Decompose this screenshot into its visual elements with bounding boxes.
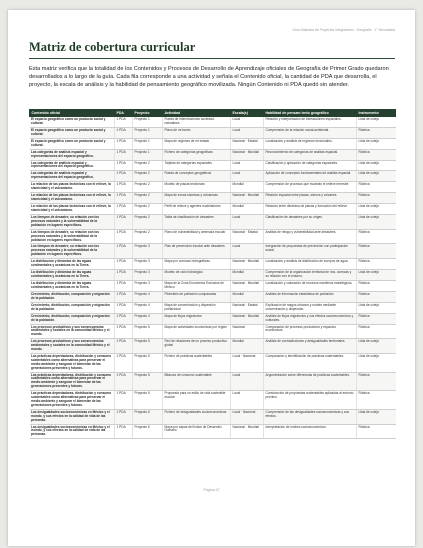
- table-row: [30, 291, 396, 302]
- document-page: [8, 10, 415, 546]
- instrumento-cell: Rúbrica: [357, 324, 396, 339]
- escala-cell: Local: [231, 391, 264, 410]
- actividad-cell: Fichero de prácticas sustentables: [163, 353, 231, 372]
- contenido-cell: Las categorías de análisis espacial y representaciones del espacio geográfico.: [30, 171, 115, 182]
- pda-cell: 1 PDA: [115, 313, 133, 324]
- contenido-cell: Los tiempos de desastre, su relación con los procesos naturales y la vulnerabilidad de la población en lugares específicos.: [30, 244, 115, 259]
- contenido-cell: Las prácticas depredadoras, distribución y consumo sustentables como alternativas para preservar el medio ambiente y asegurar el bienestar de las generaciones presentes y futuras.: [30, 391, 115, 410]
- escala-cell: Mundial: [231, 182, 264, 193]
- pda-cell: 1 PDA: [115, 117, 133, 128]
- table-row: [30, 391, 396, 410]
- habilidad-cell: Comprensión de la organización territorial de ríos, cuencas y su relación con el entorno.: [264, 270, 357, 281]
- escala-cell: Local: [231, 215, 264, 230]
- actividad-cell: Mapa de actividades económicas por región: [163, 324, 231, 339]
- actividad-cell: Rueda de conceptos geográficos: [163, 171, 231, 182]
- instrumento-cell: Lista de cotejo: [357, 171, 396, 182]
- actividad-cell: Fichero de desigualdades socioeconómicas: [163, 409, 231, 424]
- title-rule: [29, 58, 395, 59]
- contenido-cell: La distribución y dinámica de las aguas continentales y oceánicas en la Tierra.: [30, 259, 115, 270]
- contenido-cell: La distribución y dinámica de las aguas continentales y oceánicas en la Tierra.: [30, 270, 115, 281]
- escala-cell: Mundial: [231, 204, 264, 215]
- proyecto-cell: Proyecto 2: [133, 215, 163, 230]
- actividad-cell: Modelo de ciclo hidrológico: [163, 270, 231, 281]
- pda-cell: 1 PDA: [115, 244, 133, 259]
- contenido-cell: La relación de las placas tectónicas con el relieve, la sismicidad y el vulcanismo.: [30, 193, 115, 204]
- pda-cell: 1 PDA: [115, 353, 133, 372]
- instrumento-cell: Lista de cotejo: [357, 409, 396, 424]
- instrumento-cell: Lista de cotejo: [357, 353, 396, 372]
- instrumento-cell: Lista de cotejo: [357, 204, 396, 215]
- pda-cell: 1 PDA: [115, 372, 133, 391]
- actividad-cell: Pirámides de población comparadas: [163, 291, 231, 302]
- instrumento-cell: Rúbrica: [357, 280, 396, 291]
- contenido-cell: Crecimiento, distribución, composición y migración de la población.: [30, 302, 115, 313]
- habilidad-cell: Clasificación de desastres por su origen.: [264, 215, 357, 230]
- proyecto-cell: Proyecto 5: [133, 391, 163, 410]
- escala-cell: Nacional · Estatal: [231, 229, 264, 244]
- actividad-cell: Mapa de zonas sísmicas y volcánicas: [163, 193, 231, 204]
- actividad-cell: Modelo de placas tectónicas: [163, 182, 231, 193]
- table-row: [30, 127, 396, 138]
- header-actividad: Actividad: [163, 110, 231, 117]
- contenido-cell: El espacio geográfico como un producto social y cultural.: [30, 138, 115, 149]
- pda-cell: 1 PDA: [115, 138, 133, 149]
- actividad-cell: Rueda de interrelaciones sociedad-naturaleza: [163, 117, 231, 128]
- habilidad-cell: Relación entre dinámica de placas y formación del relieve.: [264, 204, 357, 215]
- habilidad-cell: Localización y análisis de regiones funcionales.: [264, 138, 357, 149]
- actividad-cell: Plano de mi barrio: [163, 127, 231, 138]
- header-pda: PDA: [115, 110, 133, 117]
- table-row: [30, 182, 396, 193]
- habilidad-cell: Análisis de información estadística de población.: [264, 291, 357, 302]
- table-row: [30, 424, 396, 439]
- proyecto-cell: Proyecto 5: [133, 353, 163, 372]
- instrumento-cell: Rúbrica: [357, 127, 396, 138]
- contenido-cell: La relación de las placas tectónicas con el relieve, la sismicidad y el vulcanismo.: [30, 182, 115, 193]
- pda-cell: 1 PDA: [115, 302, 133, 313]
- habilidad-cell: Integración de propuestas de prevención con participación social.: [264, 244, 357, 259]
- actividad-cell: Mapa por capas del Índice de Desarrollo Humano: [163, 424, 231, 439]
- actividad-cell: Mapa de la Zona Económica Exclusiva de México: [163, 280, 231, 291]
- pda-cell: 1 PDA: [115, 171, 133, 182]
- pda-cell: 1 PDA: [115, 229, 133, 244]
- contenido-cell: Las prácticas depredadoras, distribución y consumo sustentables como alternativas para preservar el medio ambiente y asegurar el bienestar de las generaciones presentes y futuras.: [30, 372, 115, 391]
- table-row: [30, 149, 396, 160]
- table-row: [30, 244, 396, 259]
- habilidad-cell: Argumentación sobre diferencias de prácticas sustentables.: [264, 372, 357, 391]
- escala-cell: Nacional: [231, 324, 264, 339]
- escala-cell: Nacional · Mundial: [231, 424, 264, 439]
- escala-cell: Mundial: [231, 339, 264, 354]
- actividad-cell: Propuesta para un estilo de vida sostenible escolar: [163, 391, 231, 410]
- instrumento-cell: Lista de cotejo: [357, 160, 396, 171]
- proyecto-cell: Proyecto 3: [133, 270, 163, 281]
- contenido-cell: Los tiempos de desastre, su relación con los procesos naturales y la vulnerabilidad de la población en lugares específicos.: [30, 229, 115, 244]
- escala-cell: Local: [231, 117, 264, 128]
- running-head: Guía Didáctica de Proyectos Integradores · Geografía · 1° Secundaria: [292, 28, 395, 32]
- escala-cell: Nacional · Mundial: [231, 259, 264, 270]
- instrumento-cell: Rúbrica: [357, 391, 396, 410]
- habilidad-cell: Comprensión de la relación social-ambiental.: [264, 127, 357, 138]
- escala-cell: Nacional · Mundial: [231, 313, 264, 324]
- table-row: [30, 302, 396, 313]
- actividad-cell: Red de relaciones de un proceso productivo global: [163, 339, 231, 354]
- habilidad-cell: Comparación y identificación de prácticas sustentables.: [264, 353, 357, 372]
- habilidad-cell: Análisis de riesgo y vulnerabilidad ante desastres.: [264, 229, 357, 244]
- table-row: [30, 160, 396, 171]
- table-row: [30, 229, 396, 244]
- habilidad-cell: Interpretación de índices socioeconómicos.: [264, 424, 357, 439]
- habilidad-cell: Localización y valoración de recursos marítimos estratégicos.: [264, 280, 357, 291]
- header-proyecto: Proyecto: [133, 110, 163, 117]
- intro-paragraph: Esta matriz verifica que la totalidad de los Contenidos y Procesos de Desarrollo de Aprendizaje oficiales de Geografía de Primer Grado quedaron desarrollados a lo largo de la guía. Cada fila corresponde a una actividad y señala el Contenido oficial, la cantidad de PDA que desarrolla, el proyecto, la escala de análisis y la habilidad de pensamiento geográfico movilizada. Ningún Contenido ni PDA quedó sin atender.: [29, 66, 389, 89]
- instrumento-cell: Rúbrica: [357, 229, 396, 244]
- table-row: [30, 353, 396, 372]
- table-row: [30, 193, 396, 204]
- proyecto-cell: Proyecto 1: [133, 127, 163, 138]
- contenido-cell: Los procesos productivos y sus consecuencias ambientales y sociales en la comunidad México y el mundo.: [30, 339, 115, 354]
- table-row: [30, 270, 396, 281]
- pda-cell: 1 PDA: [115, 339, 133, 354]
- proyecto-cell: Proyecto 2: [133, 204, 163, 215]
- habilidad-cell: Reconocimiento de categorías de análisis espacial.: [264, 149, 357, 160]
- pda-cell: 1 PDA: [115, 391, 133, 410]
- page-title: Matriz de cobertura curricular: [29, 40, 196, 54]
- contenido-cell: Las categorías de análisis espacial y representaciones del espacio geográfico.: [30, 160, 115, 171]
- escala-cell: Nacional · Mundial: [231, 193, 264, 204]
- table-row: [30, 372, 396, 391]
- instrumento-cell: Lista de cotejo: [357, 339, 396, 354]
- pda-cell: 1 PDA: [115, 424, 133, 439]
- proyecto-cell: Proyecto 4: [133, 302, 163, 313]
- actividad-cell: Perfil de relieve y agentes modeladores: [163, 204, 231, 215]
- pda-cell: 1 PDA: [115, 182, 133, 193]
- header-contenido: Contenido oficial: [30, 110, 115, 117]
- page-number: Página 47: [203, 488, 220, 492]
- proyecto-cell: Proyecto 3: [133, 244, 163, 259]
- proyecto-cell: Proyecto 2: [133, 160, 163, 171]
- contenido-cell: La distribución y dinámica de las aguas continentales y oceánicas en la Tierra.: [30, 280, 115, 291]
- actividad-cell: Mapa de flujos migratorios: [163, 313, 231, 324]
- escala-cell: Local · Nacional: [231, 409, 264, 424]
- pda-cell: 1 PDA: [115, 127, 133, 138]
- header-habilidad: Habilidad de pensam iento geográfico: [264, 110, 357, 117]
- instrumento-cell: Lista de cotejo: [357, 215, 396, 230]
- proyecto-cell: Proyecto 4: [133, 313, 163, 324]
- habilidad-cell: Construcción de propuestas sustentables aplicadas al entorno próximo.: [264, 391, 357, 410]
- escala-cell: Mundial: [231, 291, 264, 302]
- proyecto-cell: Proyecto 2: [133, 182, 163, 193]
- pda-cell: 1 PDA: [115, 160, 133, 171]
- escala-cell: Nacional · Estatal: [231, 302, 264, 313]
- table-row: [30, 259, 396, 270]
- actividad-cell: Tabla de clasificación de desastres: [163, 215, 231, 230]
- escala-cell: Local · Nacional: [231, 353, 264, 372]
- actividad-cell: Mapa por cuencas hidrográficas: [163, 259, 231, 270]
- escala-cell: Local: [231, 372, 264, 391]
- escala-cell: Nacional · Estatal: [231, 138, 264, 149]
- instrumento-cell: Rúbrica: [357, 244, 396, 259]
- table-row: [30, 204, 396, 215]
- habilidad-cell: Relación espacial entre placas, sismos y volcanes.: [264, 193, 357, 204]
- table-body: [30, 117, 396, 439]
- proyecto-cell: Proyecto 4: [133, 291, 163, 302]
- habilidad-cell: Localización y análisis de distribución de cuerpos de agua.: [264, 259, 357, 270]
- actividad-cell: Plano de vulnerabilidad y amenaza escolar: [163, 229, 231, 244]
- instrumento-cell: Rúbrica: [357, 149, 396, 160]
- contenido-cell: Los procesos productivos y sus consecuencias ambientales y sociales en la comunidad México y el mundo.: [30, 324, 115, 339]
- table-row: [30, 280, 396, 291]
- proyecto-cell: Proyecto 2: [133, 193, 163, 204]
- table-row: [30, 171, 396, 182]
- instrumento-cell: Rúbrica: [357, 193, 396, 204]
- proyecto-cell: Proyecto 6: [133, 409, 163, 424]
- escala-cell: Local: [231, 244, 264, 259]
- instrumento-cell: Lista de cotejo: [357, 302, 396, 313]
- habilidad-cell: Comparación de procesos productivos y espacios económicos.: [264, 324, 357, 339]
- contenido-cell: El espacio geográfico como un producto social y cultural.: [30, 127, 115, 138]
- proyecto-cell: Proyecto 1: [133, 138, 163, 149]
- contenido-cell: Las prácticas depredadoras, distribución y consumo sustentables como alternativas para preservar el medio ambiente y asegurar el bienestar de las generaciones presentes y futuras.: [30, 353, 115, 372]
- table-row: [30, 215, 396, 230]
- proyecto-cell: Proyecto 5: [133, 339, 163, 354]
- habilidad-cell: Comprensión de procesos que modelan el relieve terrestre.: [264, 182, 357, 193]
- proyecto-cell: Proyecto 1: [133, 149, 163, 160]
- table-row: [30, 324, 396, 339]
- contenido-cell: El espacio geográfico como un producto social y cultural.: [30, 117, 115, 128]
- instrumento-cell: Rúbrica: [357, 291, 396, 302]
- pda-cell: 1 PDA: [115, 409, 133, 424]
- habilidad-cell: Aplicación de conceptos fundamentales de análisis espacial.: [264, 171, 357, 182]
- actividad-cell: Tarjetas de categorías espaciales: [163, 160, 231, 171]
- instrumento-cell: Rúbrica: [357, 424, 396, 439]
- pda-cell: 1 PDA: [115, 280, 133, 291]
- pda-cell: 1 PDA: [115, 324, 133, 339]
- proyecto-cell: Proyecto 3: [133, 280, 163, 291]
- contenido-cell: La relación de las placas tectónicas con el relieve, la sismicidad y el vulcanismo.: [30, 204, 115, 215]
- habilidad-cell: Relación y interpretación de interacciones espaciales.: [264, 117, 357, 128]
- escala-cell: Local: [231, 160, 264, 171]
- escala-cell: Nacional · Mundial: [231, 149, 264, 160]
- table-row: [30, 117, 396, 128]
- table-row: [30, 138, 396, 149]
- table-row: [30, 339, 396, 354]
- escala-cell: Nacional · Mundial: [231, 280, 264, 291]
- habilidad-cell: Explicación de rasgos urbanos y rurales mediante concentración y dispersión.: [264, 302, 357, 313]
- instrumento-cell: Lista de cotejo: [357, 270, 396, 281]
- header-escala: Escala(s): [231, 110, 264, 117]
- instrumento-cell: Lista de cotejo: [357, 117, 396, 128]
- instrumento-cell: Rúbrica: [357, 259, 396, 270]
- contenido-cell: Crecimiento, distribución, composición y migración de la población.: [30, 291, 115, 302]
- pda-cell: 1 PDA: [115, 291, 133, 302]
- actividad-cell: Mapa de concentración y dispersión poblacional: [163, 302, 231, 313]
- pda-cell: 1 PDA: [115, 215, 133, 230]
- proyecto-cell: Proyecto 3: [133, 259, 163, 270]
- instrumento-cell: Rúbrica: [357, 182, 396, 193]
- proyecto-cell: Proyecto 1: [133, 117, 163, 128]
- actividad-cell: Mapa de regiones de mi estado: [163, 138, 231, 149]
- escala-cell: Local: [231, 171, 264, 182]
- pda-cell: 1 PDA: [115, 204, 133, 215]
- table-row: [30, 313, 396, 324]
- proyecto-cell: Proyecto 5: [133, 324, 163, 339]
- proyecto-cell: Proyecto 2: [133, 229, 163, 244]
- header-instrumento: Instrumento: [357, 110, 396, 117]
- escala-cell: Local: [231, 127, 264, 138]
- habilidad-cell: Clasificación y aplicación de categorías espaciales.: [264, 160, 357, 171]
- pda-cell: 1 PDA: [115, 270, 133, 281]
- actividad-cell: Bitácora de consumo sustentable: [163, 372, 231, 391]
- contenido-cell: Crecimiento, distribución, composición y migración de la población.: [30, 313, 115, 324]
- proyecto-cell: Proyecto 2: [133, 171, 163, 182]
- instrumento-cell: Lista de cotejo: [357, 138, 396, 149]
- proyecto-cell: Proyecto 6: [133, 424, 163, 439]
- instrumento-cell: Rúbrica: [357, 372, 396, 391]
- habilidad-cell: Análisis de flujos migratorios y sus efectos socioeconómicos y culturales.: [264, 313, 357, 324]
- escala-cell: Mundial: [231, 270, 264, 281]
- pda-cell: 1 PDA: [115, 193, 133, 204]
- coverage-table: [29, 109, 396, 439]
- actividad-cell: Plan de prevención escolar ante desastres: [163, 244, 231, 259]
- contenido-cell: Los tiempos de desastre, su relación con los procesos naturales y la vulnerabilidad de la población en lugares específicos.: [30, 215, 115, 230]
- habilidad-cell: Comprensión de las desigualdades socioeconómicas y sus efectos.: [264, 409, 357, 424]
- habilidad-cell: Análisis de contradicciones y desigualdades territoriales.: [264, 339, 357, 354]
- proyecto-cell: Proyecto 5: [133, 372, 163, 391]
- actividad-cell: Fichero de categorías geográficas: [163, 149, 231, 160]
- pda-cell: 1 PDA: [115, 259, 133, 270]
- pda-cell: 1 PDA: [115, 149, 133, 160]
- contenido-cell: Las desigualdades socioeconómicas en México y el mundo, y sus efectos en la calidad de vida de las personas.: [30, 424, 115, 439]
- contenido-cell: Las categorías de análisis espacial y representaciones del espacio geográfico.: [30, 149, 115, 160]
- contenido-cell: Las desigualdades socioeconómicas en México y el mundo, y sus efectos en la calidad de vida de las personas.: [30, 409, 115, 424]
- instrumento-cell: Rúbrica: [357, 313, 396, 324]
- table-header-row: [30, 110, 396, 117]
- table-row: [30, 409, 396, 424]
